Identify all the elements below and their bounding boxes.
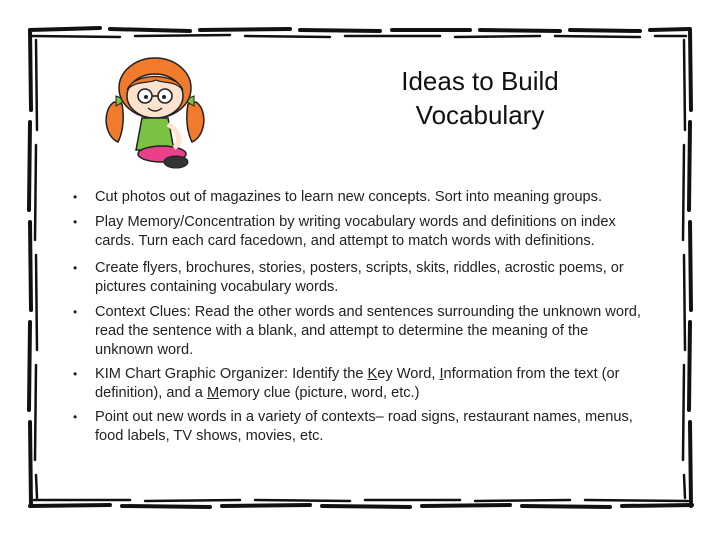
kim-letter-k: K bbox=[367, 366, 378, 382]
bullet-text: Point out new words in a variety of contexts– road signs, restaurant names, menus, food labels, TV shows, movies, etc. bbox=[95, 409, 633, 444]
bullet-dot: • bbox=[73, 261, 78, 275]
title-line-2: Vocabulary bbox=[415, 100, 545, 130]
bullet-list bbox=[60, 188, 650, 446]
list-item bbox=[60, 188, 650, 207]
kim-text-part: emory clue (picture, word, etc.) bbox=[219, 385, 420, 401]
bullet-dot: • bbox=[73, 410, 78, 424]
bullet-text: Cut photos out of magazines to learn new concepts. Sort into meaning groups. bbox=[95, 189, 603, 205]
list-item bbox=[60, 303, 650, 360]
girl-with-glasses-illustration bbox=[100, 50, 210, 175]
list-item bbox=[60, 365, 650, 403]
kim-letter-m: M bbox=[206, 385, 220, 401]
bullet-text: Play Memory/Concentration by writing vocabulary words and definitions on index cards. Turn each card facedown, and attempt to match words with definitions. bbox=[95, 214, 616, 249]
title-line-1: Ideas to Build bbox=[401, 66, 559, 96]
bullet-text: Context Clues: Read the other words and sentences surrounding the unknown word, read the sentence with a blank, and attempt to determine the meaning of the unknown word. bbox=[95, 304, 641, 358]
kim-text-part: ey Word, bbox=[377, 366, 440, 382]
bullet-dot: • bbox=[73, 215, 78, 229]
kim-letter-i: I bbox=[439, 366, 444, 382]
bullet-text: Create flyers, brochures, stories, posters, scripts, skits, riddles, acrostic poems, or pictures containing vocabulary words. bbox=[95, 260, 624, 295]
kim-text-part: KIM Chart Graphic Organizer: Identify the bbox=[95, 366, 368, 382]
bullet-dot: • bbox=[73, 190, 78, 204]
list-item bbox=[60, 259, 650, 297]
list-item bbox=[60, 213, 650, 251]
bullet-dot: • bbox=[73, 305, 78, 319]
slide-title bbox=[380, 64, 580, 132]
bullet-text bbox=[95, 366, 620, 401]
bullet-dot: • bbox=[73, 367, 78, 381]
kim-text-part: nformation from the text (or definition), and a bbox=[95, 366, 620, 401]
list-item bbox=[60, 408, 650, 446]
